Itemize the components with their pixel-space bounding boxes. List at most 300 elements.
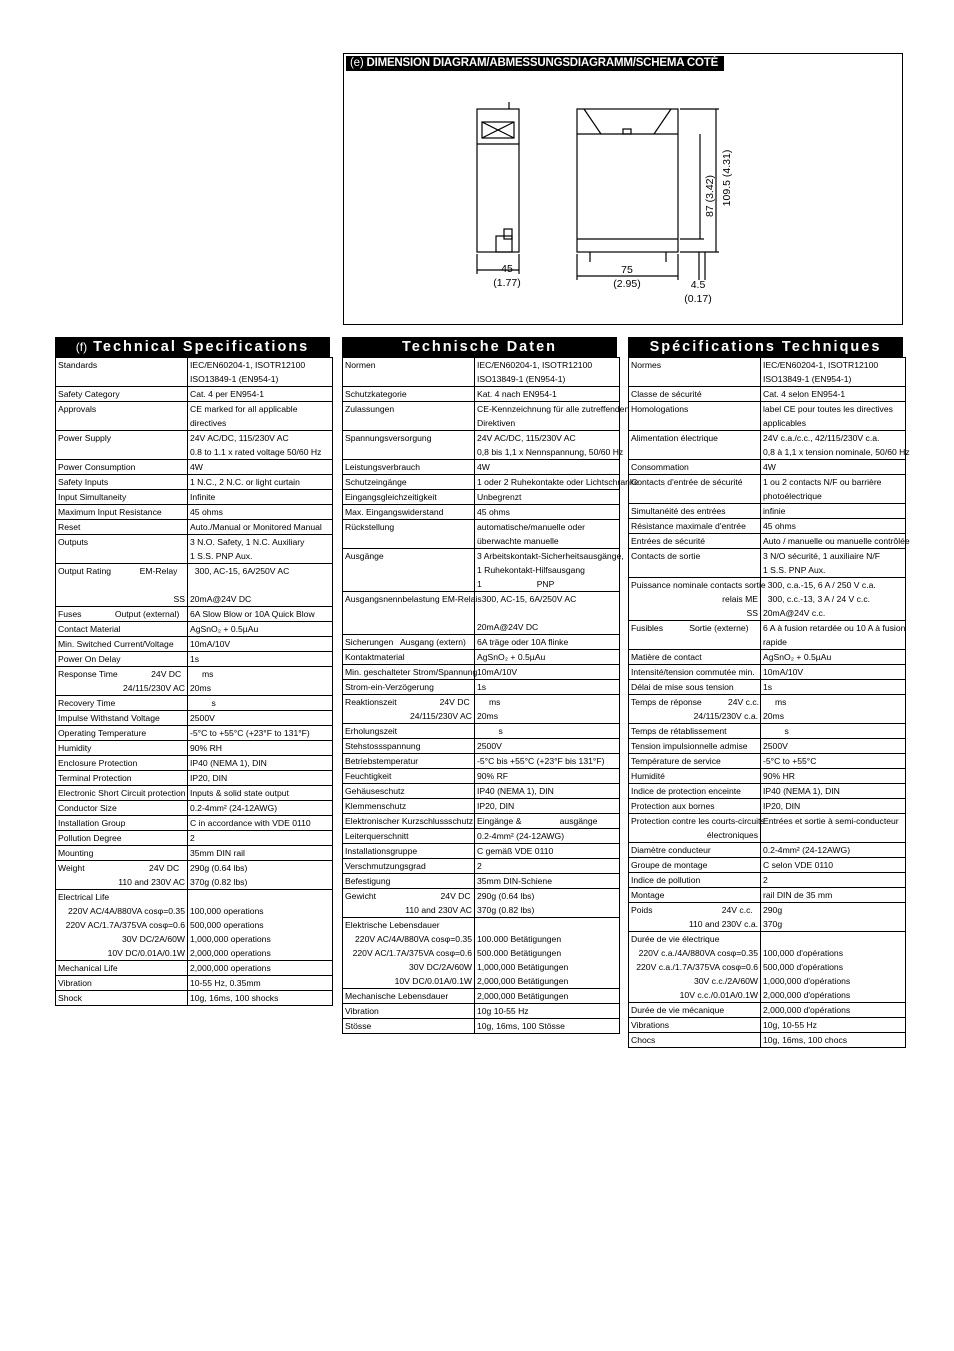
spec-row (629, 460, 906, 475)
spec-label (56, 475, 188, 490)
spec-value-line: AgSnO₂ + 0.5µAu (477, 652, 546, 662)
spec-value (761, 460, 906, 475)
spec-label-line: Protection contre les courts-circuits (631, 816, 765, 826)
spec-row (629, 402, 906, 431)
spec-label-line: Puissance nominale contacts sortie (631, 580, 766, 590)
spec-value-line: 1s (477, 682, 487, 692)
spec-label (343, 889, 475, 918)
spec-label (343, 549, 475, 592)
spec-label-line: Fuses Output (external) (58, 609, 180, 619)
spec-row (56, 607, 333, 622)
spec-value-line: 0.2-4mm² (24-12AWG) (190, 803, 278, 813)
spec-value-line: 45 ohms (190, 507, 223, 517)
spec-value-line: -5°C bis +55°C (+23°F bis 131°F) (477, 756, 605, 766)
spec-label (629, 534, 761, 549)
spec-label-line: Alimentation électrique (631, 433, 718, 443)
spec-row (629, 814, 906, 843)
spec-row (629, 680, 906, 695)
spec-row (343, 918, 620, 989)
spec-value-line: Unbegrenzt (477, 492, 522, 502)
spec-value-line: 1,000,000 operations (190, 934, 271, 944)
spec-value-line (190, 578, 330, 592)
spec-label-line: Groupe de montage (631, 860, 708, 870)
spec-row (629, 1003, 906, 1018)
spec-label-line: Chocs (631, 1035, 656, 1045)
dimension-drawing (344, 54, 904, 326)
spec-label (56, 535, 188, 564)
spec-value (475, 431, 624, 460)
spec-value (475, 592, 620, 635)
spec-value-line: label CE pour toutes les directives (763, 404, 893, 414)
spec-label-line: Installationsgruppe (345, 846, 418, 856)
spec-value-line: 24V AC/DC, 115/230V AC (190, 433, 289, 443)
spec-label-line: Befestigung (345, 876, 391, 886)
spec-value-line: Cat. 4 per EN954-1 (190, 389, 265, 399)
spec-value (188, 622, 333, 637)
spec-value (188, 861, 333, 890)
spec-value (188, 607, 333, 622)
spec-label-line: 10V c.c./0.01A/0.1W (679, 990, 758, 1000)
spec-row (56, 622, 333, 637)
spec-label (629, 650, 761, 665)
spec-label-line: 110 and 230V c.a. (688, 919, 758, 929)
spec-label (629, 1018, 761, 1033)
spec-value (761, 1003, 906, 1018)
spec-label-line: Min. geschalteter Strom/Spannung (345, 667, 478, 677)
spec-row (343, 1019, 620, 1034)
spec-value (761, 903, 906, 932)
spec-label-line: Conductor Size (58, 803, 117, 813)
spec-row (343, 784, 620, 799)
spec-label (343, 650, 475, 665)
spec-value (761, 888, 906, 903)
spec-label-line: Diamètre conducteur (631, 845, 711, 855)
spec-value (475, 1004, 620, 1019)
spec-value (761, 621, 906, 650)
spec-value-line: 1 ou 2 contacts N/F ou barrière (763, 477, 882, 487)
spec-label-line: 220V AC/4A/880VA cosφ=0.35 (68, 906, 185, 916)
spec-value-line (763, 828, 903, 842)
spec-value-line: 3 N/O sécurité, 1 auxiliaire N/F (763, 551, 881, 561)
spec-row (56, 711, 333, 726)
spec-row (343, 724, 620, 739)
spec-value-line: 2,000,000 Betätigungen (477, 991, 569, 1001)
spec-label (629, 1003, 761, 1018)
spec-row (343, 1004, 620, 1019)
spec-value-line: IP20, DIN (477, 801, 515, 811)
spec-value (188, 741, 333, 756)
spec-row (629, 1018, 906, 1033)
spec-value-line: IEC/EN60204-1, ISOTR12100 (477, 360, 593, 370)
spec-value (761, 858, 906, 873)
spec-value-line: 1 S.S. PNP Aux. (190, 551, 253, 561)
spec-value-line: 2500V (763, 741, 788, 751)
spec-label (56, 564, 188, 607)
spec-table-fr (628, 357, 910, 1048)
spec-value (188, 711, 333, 726)
spec-label-line: Mechanische Lebensdauer (345, 991, 449, 1001)
spec-label-line: 10V DC/0.01A/0.1W (107, 948, 185, 958)
spec-label (343, 695, 475, 724)
spec-label (343, 829, 475, 844)
spec-row (629, 665, 906, 680)
spec-label-line: Safety Inputs (58, 477, 109, 487)
spec-label (56, 652, 188, 667)
spec-value-line: 2,000,000 operations (190, 963, 271, 973)
spec-label (56, 816, 188, 831)
spec-value-line: rail DIN de 35 mm (763, 890, 833, 900)
spec-value-line: 100,000 operations (190, 906, 264, 916)
spec-label (56, 667, 188, 696)
spec-value (475, 1019, 620, 1034)
spec-value (475, 814, 620, 829)
spec-value-line: applicables (763, 418, 806, 428)
spec-label-line: Gehäuseschutz (345, 786, 405, 796)
spec-value-line: 2,000,000 Betätigungen (477, 976, 569, 986)
spec-label-line: Klemmenschutz (345, 801, 407, 811)
spec-value (761, 402, 906, 431)
spec-value (188, 460, 333, 475)
spec-title-text-en: Technical Specifications (93, 339, 310, 355)
spec-row (56, 756, 333, 771)
spec-row (343, 844, 620, 859)
spec-label (343, 874, 475, 889)
spec-value (188, 890, 333, 961)
spec-label-line: Eingangsgleichzeitigkeit (345, 492, 437, 502)
spec-value-line: directives (190, 418, 227, 428)
spec-label-line: 110 and 230V AC (405, 905, 472, 915)
spec-value (475, 799, 620, 814)
spec-label-line: Durée de vie mécanique (631, 1005, 725, 1015)
spec-value (761, 784, 906, 799)
spec-label-line: Verschmutzungsgrad (345, 861, 426, 871)
spec-value-line: 2 (477, 861, 482, 871)
spec-label (629, 903, 761, 932)
spec-label (629, 519, 761, 534)
spec-row (56, 520, 333, 535)
spec-label (343, 754, 475, 769)
spec-value-line: Inputs & solid state output (190, 788, 289, 798)
spec-value-line: 2500V (477, 741, 502, 751)
spec-label-line: Feuchtigkeit (345, 771, 392, 781)
dimension-diagram (343, 53, 903, 325)
spec-row (56, 976, 333, 991)
spec-label-line: Approvals (58, 404, 97, 414)
spec-value (761, 799, 906, 814)
spec-row (629, 1033, 906, 1048)
spec-label (343, 387, 475, 402)
spec-row (56, 890, 333, 961)
spec-label-line: Classe de sécurité (631, 389, 702, 399)
spec-row (343, 814, 620, 829)
spec-row (343, 799, 620, 814)
spec-label-line (345, 577, 472, 591)
spec-label (343, 460, 475, 475)
spec-value-line: 90% RF (477, 771, 509, 781)
spec-value-line: AgSnO₂ + 0.5µAu (190, 624, 259, 634)
spec-value (475, 874, 620, 889)
spec-label (629, 695, 761, 724)
spec-value-line: 4W (763, 462, 776, 472)
spec-label-line: Vibration (58, 978, 92, 988)
spec-row (629, 932, 906, 1003)
spec-label-line: Maximum Input Resistance (58, 507, 162, 517)
spec-label-line: Temps de réponse 24V c.c. (631, 697, 760, 707)
spec-row (56, 564, 333, 607)
spec-value-line: ms (763, 697, 787, 707)
spec-value (761, 519, 906, 534)
spec-row (629, 358, 906, 387)
spec-row (343, 505, 620, 520)
spec-title-de: Technische Daten (342, 337, 617, 357)
spec-value-line: IP40 (NEMA 1), DIN (190, 758, 267, 768)
spec-label-line: Indice de protection enceinte (631, 786, 741, 796)
spec-label-line: Standards (58, 360, 98, 370)
spec-label (629, 888, 761, 903)
spec-row (56, 637, 333, 652)
spec-value (188, 726, 333, 741)
spec-row (343, 402, 620, 431)
spec-value-line: 1 S.S. PNP Aux. (763, 565, 826, 575)
spec-value-line: ms (477, 697, 501, 707)
spec-label (629, 858, 761, 873)
spec-label (629, 358, 761, 387)
spec-value-line: 20mA@24V DC (477, 622, 539, 632)
spec-label-line: Résistance maximale d'entrée (631, 521, 746, 531)
spec-value (761, 769, 906, 784)
spec-label (56, 490, 188, 505)
spec-label-line: Mounting (58, 848, 94, 858)
spec-row (343, 520, 620, 549)
spec-row (343, 989, 620, 1004)
spec-value (761, 578, 906, 621)
spec-row (343, 739, 620, 754)
spec-label (343, 784, 475, 799)
spec-row (629, 504, 906, 519)
spec-label (343, 918, 475, 989)
spec-value-line: Auto./Manual or Monitored Manual (190, 522, 322, 532)
spec-row (56, 696, 333, 711)
spec-label-line (58, 372, 185, 386)
spec-value (475, 520, 620, 549)
spec-label-line (345, 620, 472, 634)
spec-row (629, 387, 906, 402)
spec-row (343, 889, 620, 918)
spec-value-line: 0.2-4mm² (24-12AWG) (477, 831, 565, 841)
spec-label (629, 754, 761, 769)
dim-width-front-in: (1.77) (493, 277, 521, 289)
spec-value-line: 1 N.C., 2 N.C. or light curtain (190, 477, 300, 487)
spec-value-line: Entrées et sortie à semi-conducteur (763, 816, 899, 826)
spec-label-line: Outputs (58, 537, 89, 547)
spec-value-line: 4W (190, 462, 203, 472)
spec-value (761, 873, 906, 888)
spec-value (761, 475, 906, 504)
spec-row (629, 843, 906, 858)
spec-value (188, 490, 333, 505)
spec-value-line: infinie (763, 506, 786, 516)
spec-value-line: 300, AC-15, 6A/250V AC (477, 594, 577, 604)
spec-section-en (55, 337, 330, 1006)
spec-label (629, 769, 761, 784)
spec-section-fr (628, 337, 910, 1048)
spec-value (761, 1033, 906, 1048)
spec-label-line (58, 416, 185, 430)
spec-value (188, 816, 333, 831)
spec-value (188, 696, 333, 711)
spec-label-line: Rückstellung (345, 522, 395, 532)
spec-value (188, 564, 333, 607)
spec-value-line: 0,8 bis 1,1 x Nennspannung, 50/60 Hz (477, 447, 624, 457)
spec-value (761, 739, 906, 754)
spec-label (56, 622, 188, 637)
spec-label-line: Shock (58, 993, 82, 1003)
spec-value (188, 535, 333, 564)
spec-label-line: 220V c.a./4A/880VA cosφ=0.35 (638, 948, 758, 958)
spec-value (188, 961, 333, 976)
spec-label (629, 621, 761, 650)
spec-row (343, 680, 620, 695)
spec-value-line: 4W (477, 462, 490, 472)
spec-value-line: 45 ohms (477, 507, 510, 517)
spec-label-line: Kontaktmaterial (345, 652, 405, 662)
spec-value (188, 976, 333, 991)
spec-label (56, 505, 188, 520)
spec-value (761, 650, 906, 665)
spec-value-line: 2,000,000 operations (190, 948, 271, 958)
spec-label-line: Zulassungen (345, 404, 395, 414)
spec-value-line: 10g, 16ms, 100 chocs (763, 1035, 848, 1045)
spec-value (188, 402, 333, 431)
spec-label-line: Leistungsverbrauch (345, 462, 421, 472)
spec-value (761, 724, 906, 739)
spec-row (629, 739, 906, 754)
spec-row (56, 402, 333, 431)
spec-label (56, 520, 188, 535)
spec-value-line: -5°C to +55°C (+23°F to 131°F) (190, 728, 310, 738)
spec-label (343, 592, 482, 635)
spec-value (188, 475, 333, 490)
spec-value-line: Auto / manuelle ou manuelle contrôlée (763, 536, 910, 546)
spec-value (188, 505, 333, 520)
spec-row (343, 665, 620, 680)
spec-row (629, 621, 906, 650)
spec-value (761, 534, 910, 549)
spec-label-line: 220V AC/4A/880VA cosφ=0.35 (355, 934, 472, 944)
spec-value (188, 786, 333, 801)
spec-label-line (631, 563, 758, 577)
spec-label (343, 665, 478, 680)
spec-label-line (345, 372, 472, 386)
spec-label (343, 431, 475, 460)
spec-label-line: Fusibles Sortie (externe) (631, 623, 749, 633)
spec-value (475, 829, 620, 844)
spec-row (343, 592, 620, 635)
spec-value (761, 843, 906, 858)
spec-label (56, 831, 188, 846)
spec-label (56, 387, 188, 402)
spec-row (629, 888, 906, 903)
spec-value-line: 20ms (190, 683, 212, 693)
spec-value (761, 1018, 906, 1033)
spec-row (56, 741, 333, 756)
spec-label-line: Installation Group (58, 818, 126, 828)
spec-value-line: 100.000 Betätigungen (477, 934, 562, 944)
spec-label-line: 220V AC/1.7A/375VA cosφ=0.6 (352, 948, 472, 958)
spec-value-line: 2,000,000 d'opérations (763, 990, 851, 1000)
spec-row (56, 831, 333, 846)
spec-value-line: 20mA@24V c.c. (763, 608, 826, 618)
spec-value (475, 358, 620, 387)
spec-value-line: C in accordance with VDE 0110 (190, 818, 311, 828)
spec-value-line: 300, c.c.-13, 3 A / 24 V c.c. (763, 594, 871, 604)
spec-row (629, 903, 906, 932)
spec-label-line: Poids 24V c.c. (631, 905, 753, 915)
spec-value-line: 1s (763, 682, 773, 692)
spec-value-line: 370g (0.82 lbs) (477, 905, 535, 915)
spec-row (56, 771, 333, 786)
spec-table-de (342, 357, 639, 1034)
spec-value-line: 90% HR (763, 771, 795, 781)
diagram-label-prefix: (e) (350, 57, 364, 69)
spec-value (475, 784, 620, 799)
spec-label (343, 680, 475, 695)
spec-label-line (631, 489, 758, 503)
spec-value-line: 3 Arbeitskontakt-Sicherheitsausgänge, (477, 551, 624, 561)
spec-label (343, 1004, 475, 1019)
spec-label (629, 814, 765, 843)
spec-row (629, 578, 906, 621)
spec-value-line: überwachte manuelle (477, 536, 559, 546)
spec-label-line: Protection aux bornes (631, 801, 715, 811)
spec-row (629, 769, 906, 784)
spec-row (343, 829, 620, 844)
diagram-title-text: DIMENSION DIAGRAM/ABMESSUNGSDIAGRAMM/SCHEMA COTÉ (366, 57, 719, 69)
spec-label (343, 490, 475, 505)
spec-value-line: 10g, 16ms, 100 shocks (190, 993, 279, 1003)
spec-prefix-en: (f) (75, 340, 88, 354)
spec-row (629, 431, 906, 460)
spec-row (629, 534, 906, 549)
spec-value-line: photoélectrique (763, 491, 822, 501)
spec-value-line: 0,8 à 1,1 x tension nominale, 50/60 Hz (763, 447, 910, 457)
spec-label (629, 932, 761, 1003)
spec-value-line: rapide (763, 637, 787, 647)
spec-value (188, 991, 333, 1006)
spec-label-line: Contacts de sortie (631, 551, 701, 561)
spec-label-line: Electrical Life (58, 892, 110, 902)
spec-row (343, 769, 620, 784)
spec-label (343, 475, 475, 490)
spec-value (188, 520, 333, 535)
spec-row (56, 535, 333, 564)
spec-value (475, 505, 620, 520)
spec-label (56, 801, 188, 816)
spec-label (629, 578, 766, 621)
spec-label-line: Délai de mise sous tension (631, 682, 734, 692)
spec-label (343, 724, 475, 739)
spec-value (475, 918, 620, 989)
spec-value-line: 1,000,000 Betätigungen (477, 962, 569, 972)
spec-value-line (763, 932, 903, 946)
dim-height-total: 109.5 (4.31) (721, 149, 733, 207)
spec-label-line: Min. Switched Current/Voltage (58, 639, 174, 649)
spec-value-line: IP20, DIN (763, 801, 801, 811)
spec-label (56, 711, 188, 726)
spec-value (761, 695, 906, 724)
spec-value (188, 756, 333, 771)
spec-value-line: 500.000 Betätigungen (477, 948, 562, 958)
